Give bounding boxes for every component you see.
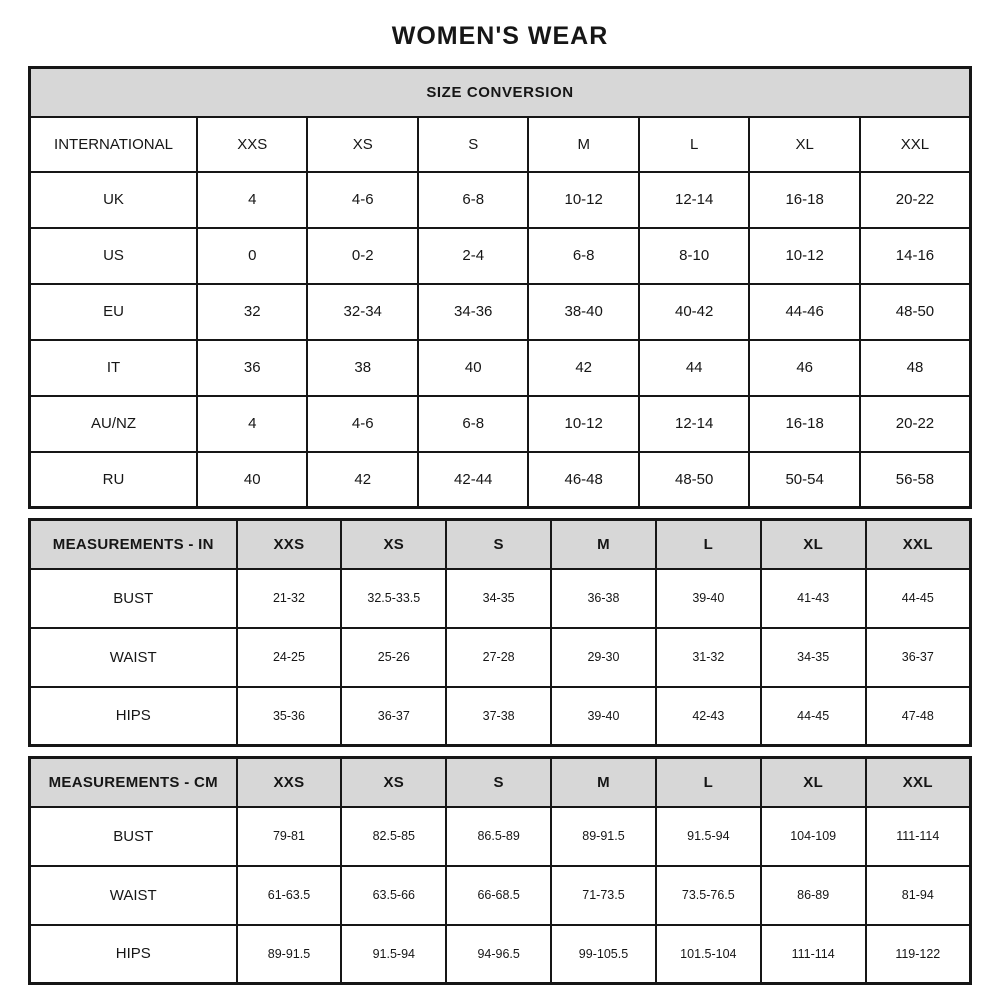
table-cell: 32-34 [307,284,417,340]
table-cell: 20-22 [860,172,971,228]
table-cell: 27-28 [446,628,551,687]
table-cell: 42 [528,340,638,396]
measurements-cm-table [28,756,972,985]
size_conversion-row [30,452,971,508]
measurements_cm-column-header: XXS [237,758,342,807]
measurements-cm-body [30,807,971,984]
measurements_cm-column-header: XXL [866,758,971,807]
table-cell: 10-12 [528,396,638,452]
measurements_in-row [30,628,971,687]
row-label: AU/NZ [30,396,198,452]
table-cell: 48-50 [639,452,749,508]
row-label: HIPS [30,687,237,746]
size_conversion-column-header: S [418,117,528,172]
table-cell: 111-114 [761,925,866,984]
measurements_in-column-header: XS [341,520,446,569]
table-cell: 81-94 [866,866,971,925]
table-cell: 2-4 [418,228,528,284]
table-cell: 48 [860,340,971,396]
size_conversion-row [30,228,971,284]
measurements_in-row [30,569,971,628]
table-cell: 36-37 [866,628,971,687]
size_conversion-row [30,172,971,228]
measurements_cm-column-header: S [446,758,551,807]
table-cell: 38-40 [528,284,638,340]
row-label: IT [30,340,198,396]
measurements_in-header-label: MEASUREMENTS - IN [30,520,237,569]
table-cell: 34-35 [761,628,866,687]
size_conversion-column-header: M [528,117,638,172]
table-cell: 89-91.5 [237,925,342,984]
table-cell: 36-37 [341,687,446,746]
table-cell: 32 [197,284,307,340]
table-cell: 20-22 [860,396,971,452]
table-cell: 6-8 [418,172,528,228]
size_conversion-column-header: XXS [197,117,307,172]
measurements_in-row [30,687,971,746]
table-cell: 48-50 [860,284,971,340]
measurements-cm-header-row [30,758,971,807]
table-cell: 6-8 [418,396,528,452]
measurements-in-table [28,518,972,747]
table-cell: 44-45 [866,569,971,628]
table-cell: 4-6 [307,396,417,452]
measurements_in-column-header: XXL [866,520,971,569]
table-cell: 16-18 [749,172,859,228]
table-cell: 56-58 [860,452,971,508]
table-cell: 44 [639,340,749,396]
table-cell: 37-38 [446,687,551,746]
size_conversion-row [30,340,971,396]
table-cell: 99-105.5 [551,925,656,984]
table-cell: 63.5-66 [341,866,446,925]
table-cell: 44-45 [761,687,866,746]
size-conversion-table [28,66,972,509]
table-cell: 44-46 [749,284,859,340]
table-cell: 86-89 [761,866,866,925]
size_conversion-header-label: INTERNATIONAL [30,117,198,172]
measurements_cm-row [30,925,971,984]
table-cell: 66-68.5 [446,866,551,925]
measurements_cm-column-header: XS [341,758,446,807]
size-conversion-header-row [30,117,971,172]
table-cell: 46 [749,340,859,396]
table-cell: 4 [197,396,307,452]
table-cell: 10-12 [749,228,859,284]
measurements_in-column-header: L [656,520,761,569]
table-cell: 4 [197,172,307,228]
row-label: UK [30,172,198,228]
table-cell: 36-38 [551,569,656,628]
table-cell: 91.5-94 [656,807,761,866]
table-cell: 40-42 [639,284,749,340]
size-conversion-banner: SIZE CONVERSION [30,68,971,117]
table-cell: 39-40 [656,569,761,628]
table-cell: 38 [307,340,417,396]
table-cell: 8-10 [639,228,749,284]
measurements_cm-column-header: L [656,758,761,807]
size_conversion-column-header: L [639,117,749,172]
table-cell: 50-54 [749,452,859,508]
table-cell: 0-2 [307,228,417,284]
row-label: BUST [30,569,237,628]
measurements_in-column-header: S [446,520,551,569]
table-cell: 40 [418,340,528,396]
measurements_cm-header-label: MEASUREMENTS - CM [30,758,237,807]
table-cell: 12-14 [639,396,749,452]
page-title: WOMEN'S WEAR [391,22,609,50]
table-cell: 42-43 [656,687,761,746]
row-label: RU [30,452,198,508]
row-label: WAIST [30,866,237,925]
size-conversion-body [30,172,971,508]
table-cell: 42-44 [418,452,528,508]
row-label: US [30,228,198,284]
row-label: HIPS [30,925,237,984]
size_conversion-row [30,284,971,340]
measurements_in-column-header: XL [761,520,866,569]
table-cell: 79-81 [237,807,342,866]
measurements_cm-column-header: XL [761,758,866,807]
table-cell: 29-30 [551,628,656,687]
table-cell: 36 [197,340,307,396]
table-cell: 111-114 [866,807,971,866]
size_conversion-column-header: XL [749,117,859,172]
table-cell: 21-32 [237,569,342,628]
table-cell: 71-73.5 [551,866,656,925]
table-cell: 101.5-104 [656,925,761,984]
measurements_cm-column-header: M [551,758,656,807]
table-cell: 6-8 [528,228,638,284]
table-cell: 0 [197,228,307,284]
size_conversion-column-header: XXL [860,117,971,172]
size_conversion-row [30,396,971,452]
table-cell: 89-91.5 [551,807,656,866]
table-cell: 25-26 [341,628,446,687]
table-cell: 35-36 [237,687,342,746]
table-cell: 12-14 [639,172,749,228]
table-cell: 24-25 [237,628,342,687]
measurements-in-body [30,569,971,746]
table-cell: 40 [197,452,307,508]
table-cell: 73.5-76.5 [656,866,761,925]
table-cell: 34-36 [418,284,528,340]
measurements_cm-row [30,866,971,925]
table-cell: 42 [307,452,417,508]
table-cell: 41-43 [761,569,866,628]
table-cell: 34-35 [446,569,551,628]
table-cell: 119-122 [866,925,971,984]
table-cell: 94-96.5 [446,925,551,984]
size-conversion-banner-row [30,68,971,117]
row-label: WAIST [30,628,237,687]
table-cell: 16-18 [749,396,859,452]
table-cell: 39-40 [551,687,656,746]
row-label: EU [30,284,198,340]
table-cell: 47-48 [866,687,971,746]
measurements_cm-row [30,807,971,866]
measurements-in-header-row [30,520,971,569]
table-cell: 10-12 [528,172,638,228]
table-cell: 46-48 [528,452,638,508]
table-cell: 14-16 [860,228,971,284]
table-cell: 91.5-94 [341,925,446,984]
table-cell: 4-6 [307,172,417,228]
row-label: BUST [30,807,237,866]
measurements_in-column-header: XXS [237,520,342,569]
table-cell: 31-32 [656,628,761,687]
table-cell: 61-63.5 [237,866,342,925]
table-cell: 104-109 [761,807,866,866]
table-cell: 32.5-33.5 [341,569,446,628]
size_conversion-column-header: XS [307,117,417,172]
table-cell: 82.5-85 [341,807,446,866]
table-cell: 86.5-89 [446,807,551,866]
measurements_in-column-header: M [551,520,656,569]
